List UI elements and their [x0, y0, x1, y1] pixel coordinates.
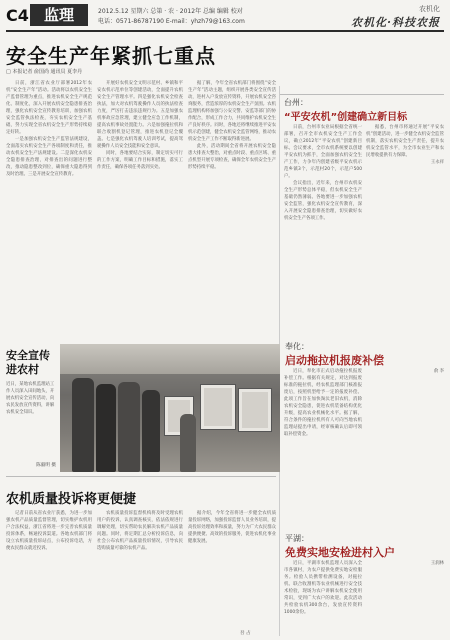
paragraph: 据悉，台州市将通过开展“平安农机”创建活动，进一步健全农机安全监管机制，落实农机安全生产责任，提升农机安全监管水平，为全市农业生产和农民增收提供有力保障。	[366, 125, 444, 158]
paper-name	[351, 4, 440, 30]
paragraph: 一是加强农机安全生产监管法规建设，全面落实农机安全生产各项制度和责任，推动农机安全生产法规建设。二是深化农机安全隐患排查治理，对排查出的问题进行整改，推动隐患整改到位，确保重大隐患得到及时治理。三是开展安全宣传教育。	[6, 137, 92, 177]
author: 王永祥	[430, 160, 444, 165]
article3-title: 免费实地安检进村入户	[285, 546, 395, 559]
article2-column-1	[284, 368, 362, 528]
article2-column-2	[366, 368, 444, 528]
masthead	[6, 4, 444, 30]
paragraph: 近日，平湖市农机监理人员深入全市各镇村，为农户提供免费实地安检服务。检验人员携带检测设备，对拖拉机、联合收割机等农业机械进行安全技术检验，现场为农户讲解农机安全使用常识，受到广大农户的欢迎。此次活动共检验农机300余台，发放宣传资料1000余份。	[284, 561, 362, 615]
display-board	[238, 388, 272, 432]
news-photo	[60, 344, 280, 472]
sidebar-column-2	[366, 124, 444, 334]
article3-column-2	[366, 560, 444, 636]
paper-section: 农机化	[419, 5, 440, 13]
article3-kicker: 平湖：	[285, 534, 309, 543]
photo-background	[60, 344, 280, 374]
sidebar-title: “平安农机”创建确立新目标	[284, 112, 408, 123]
display-board	[200, 384, 236, 430]
person-figure	[96, 384, 116, 472]
photo-credit: 陈毅明 摄	[36, 463, 56, 468]
person-figure	[142, 390, 160, 472]
paragraph: 记者日前从省农业厅获悉，为进一步加强农机产品质量监督管理，切实维护农机用户合法权益，浙江省将进一步完善农机质量投诉体系，畅通投诉渠道。各地农机部门将设立农机质量投诉站点，公布投诉电话，方便农民群众就近投诉。	[6, 511, 92, 551]
lower-author: 吾 占	[240, 631, 251, 636]
paragraph: 此外，活动期间全省将开展农机安全隐患大排查大整治，对重点时段、重点区域、重点机型开展专项检查，确保全年农机安全生产形势持续平稳。	[188, 144, 276, 170]
paragraph: 日前，台州市农业局根据全省统一部署，召开全市农机安全生产工作会议，确立2012年“平安农机”创建新目标。会议要求，全市农机系统要以创建平安农机为抓手，全面加强农机安全生产工作，力争年内创建省级平安农机示范乡镇3个，示范村20个，示范户500户。	[284, 125, 362, 179]
paragraph: 农机质量投诉监督机构将及时受理农机用户的投诉，认真调查核实，依法依规进行调解处理，切实帮助农民解决农机产品质量问题。同时，将定期汇总分析投诉信息，向社会公布农机产品质量投诉情况，引导农民选购质量可靠的农机产品。	[97, 511, 183, 551]
main-byline: □ 本报记者 俞国尚 通讯员 夏李丹	[6, 69, 83, 75]
lower-headline: 农机质量投诉将更便捷	[6, 492, 137, 507]
article3-column-1	[284, 560, 362, 636]
author: 王润林	[430, 561, 444, 566]
main-headline: 安全生产年紧抓七重点	[6, 44, 216, 68]
paragraph: 会议指出，近年来，台州市农机安全生产形势总体平稳，但农机安全生产基础仍然薄弱。各地要进一步加强农机安全监管，强化农机安全宣传教育，深入开展安全隐患排查治理，切实做好农机安全生产各项工作。	[284, 181, 362, 221]
sidebar-kicker: 台州：	[284, 98, 308, 107]
section-number: C4	[6, 6, 29, 25]
paragraph: 据介绍，今年全省将进一步健全农机质量投诉网络，加强投诉监督人员业务培训，提高投诉处理效率和质量，努力为广大农民群众提供便捷、高效的投诉服务，促进农机化事业健康发展。	[188, 511, 276, 544]
main-article-column-1	[6, 80, 92, 338]
paragraph: 开展好农机安全文明示范村、乡镇和平安农机示范单位等创建活动，全面提升农机安全生产管理水平。四是强化农机安全检查执法，加大对农机驾驶操作人员的执法检查力度，严厉打击违法违规行为。五是加强农机事故应急管理，建立健全应急工作机制，提高农机事故处置能力。六是加强拖拉机和联合收割机登记管理，推进农机登记全覆盖。七是强化农机驾驶人培训考试，提高驾驶操作人员安全技能和安全意识。	[97, 81, 183, 149]
lower-column-1	[6, 510, 92, 628]
paragraph: 同时，各地要结合实际，制定切实可行的工作方案，明确工作目标和措施，落实工作责任，确保各项任务落到实处。	[97, 151, 183, 170]
photo-caption-title: 安全宣传进农村	[6, 349, 50, 376]
sidebar-rule	[280, 94, 444, 95]
paragraph: 据了解，今年全省农机部门将围绕“安全生产年”活动主题，组织开展各类安全宣传活动，进村入户发放宣传资料，开展农机安全咨询服务，营造浓厚的农机安全生产氛围。农机监理机构将加强与公安交警、安监等部门的协作配合，形成工作合力，共同维护农机安全生产良好秩序。同时，各地还将继续推进平安农机示范创建，健全农机安全监管网络，推动农机安全生产工作不断取得新进展。	[188, 81, 276, 142]
person-figure	[180, 414, 196, 472]
issue-meta: 2012.5.12 星期六 总第 · 农 · 2012年 总编 编辑 校对	[98, 8, 243, 15]
section-name: 监理	[30, 4, 88, 26]
lower-column-2	[97, 510, 183, 628]
paper-title: 农机化·科技农报	[351, 16, 440, 29]
photo-caption-text: 近日，某地农机监理站工作人员深入田间地头，开展农机安全宣传活动，向农民发放宣传资料，讲解农机安全知识。	[6, 382, 55, 415]
lower-column-3	[188, 510, 276, 628]
main-article-column-3	[188, 80, 276, 338]
person-figure	[72, 378, 94, 472]
paragraph: 日前，浙江省农业厅部署2012年农机“安全生产年”活动。活动将以农机安全生产监督管理为重点，推进农机安全生产规范化、制度化，深入开展农机安全隐患排查治理，强化农机安全宣传教育培训，加强农机安全监管执法检查，夯实农机安全生产基础，努力实现全省农机安全生产形势持续稳定好转。	[6, 81, 92, 135]
paragraph: 近日，奉化市正式启动拖拉机报废补偿工作。根据有关规定，对达到报废标准的拖拉机，经农机监理部门核准报废后，按照机型给予一定的报废补偿。此项工作旨在加快淘汰老旧农机，消除农机安全隐患，促进农机装备结构优化升级，提高农业机械化水平。据了解，符合条件的拖拉机所有人可向当地农机监理站提出申请，经审核确认后即可领取补偿资金。	[284, 369, 362, 437]
person-figure	[118, 382, 140, 472]
header-rule	[6, 30, 444, 32]
main-article-column-2	[97, 80, 183, 338]
author: 俞 李	[433, 369, 444, 374]
sidebar-column-1	[284, 124, 362, 334]
contact-info: 电话：0571-86787190 E-mail：yhzh79@163.com	[98, 18, 245, 25]
article2-title: 启动拖拉机报废补偿	[285, 354, 384, 367]
lower-rule	[6, 476, 276, 477]
article2-kicker: 奉化：	[285, 342, 309, 351]
